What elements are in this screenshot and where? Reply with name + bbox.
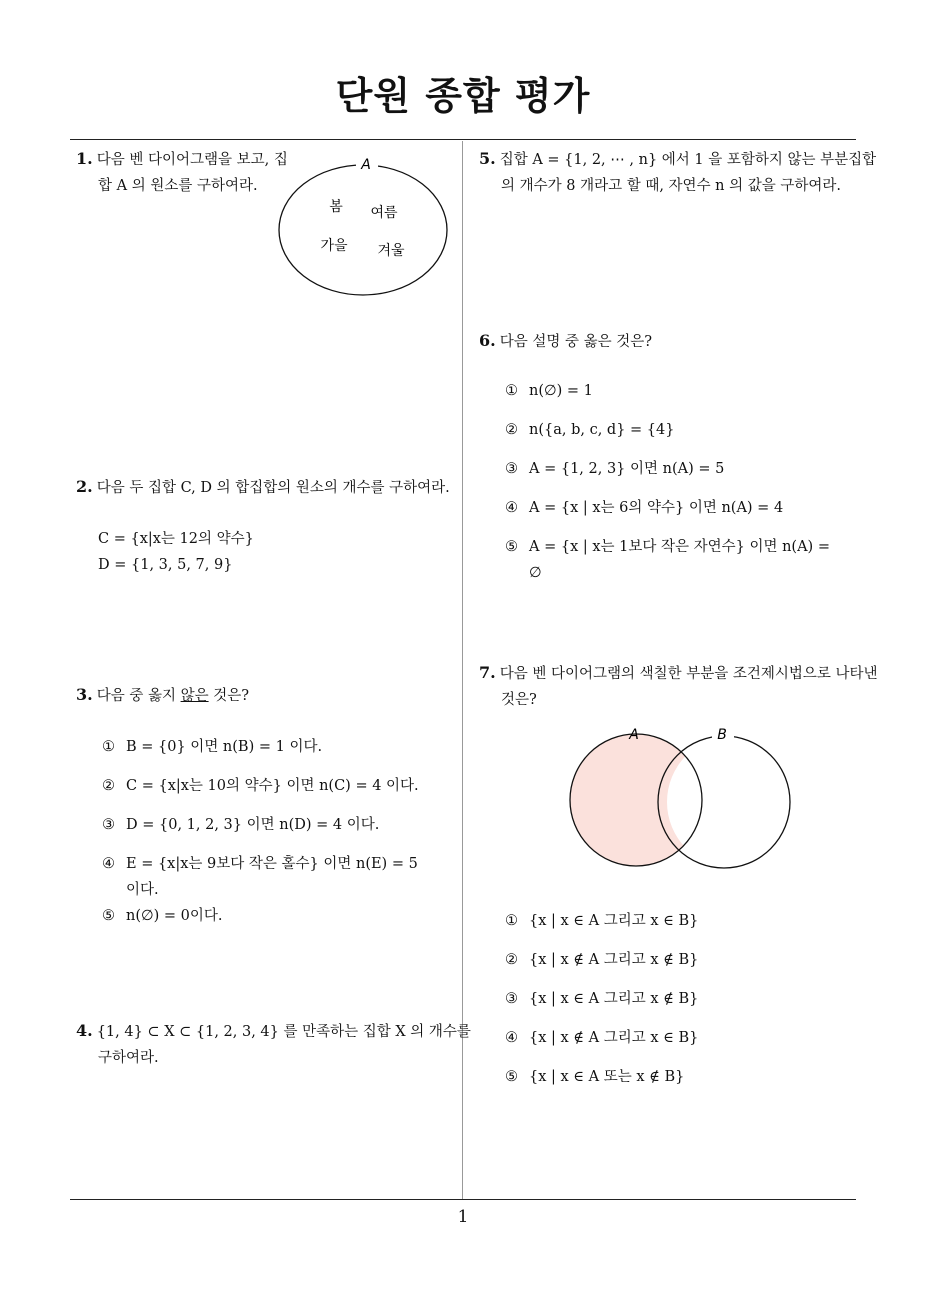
option-text: A = {x | x는 1보다 작은 자연수} 이면 n(A) = xyxy=(529,539,830,555)
question-6 xyxy=(479,328,861,355)
option-mark: ① xyxy=(102,739,115,755)
option-1[interactable] xyxy=(102,734,447,773)
text-segment: 것은? xyxy=(208,688,249,704)
question-text: {1, 4} ⊂ X ⊂ {1, 2, 3, 4} 를 만족하는 집합 X 의 개수를 구하여라. xyxy=(96,1024,471,1066)
set-c-definition: C = {x|x는 12의 약수} xyxy=(98,531,254,547)
option-text-continued: 이다. xyxy=(126,882,159,898)
option-mark: ③ xyxy=(505,461,518,477)
option-2[interactable] xyxy=(505,947,860,986)
option-text: n(∅) = 0이다. xyxy=(126,908,223,924)
set-a-ellipse xyxy=(279,165,447,295)
element-label: 가을 xyxy=(320,238,348,254)
option-mark: ⑤ xyxy=(505,539,518,555)
header-rule xyxy=(70,139,856,140)
option-text-continued: ∅ xyxy=(529,565,542,581)
question-number: 2. xyxy=(76,477,93,496)
q2-set-definitions xyxy=(98,526,438,578)
option-text: n(∅) = 1 xyxy=(529,383,593,399)
option-mark: ③ xyxy=(505,991,518,1007)
q7-venn-diagram xyxy=(560,720,800,875)
option-text: E = {x|x는 9보다 작은 홀수} 이면 n(E) = 5 xyxy=(126,856,418,872)
element-label: 겨울 xyxy=(377,243,405,259)
question-number: 5. xyxy=(479,149,496,168)
q7-options xyxy=(505,908,860,1103)
option-mark: ① xyxy=(505,383,518,399)
option-mark: ① xyxy=(505,913,518,929)
option-text: D = {0, 1, 2, 3} 이면 n(D) = 4 이다. xyxy=(126,817,380,833)
q1-venn-diagram xyxy=(270,150,460,300)
option-text: C = {x|x는 10의 약수} 이면 n(C) = 4 이다. xyxy=(126,778,419,794)
option-mark: ② xyxy=(505,422,518,438)
question-2 xyxy=(76,474,480,501)
question-5 xyxy=(479,146,883,199)
option-mark: ⑤ xyxy=(102,908,115,924)
option-3[interactable] xyxy=(505,986,860,1025)
option-text: {x | x ∈ A 그리고 x ∉ B} xyxy=(529,991,699,1007)
question-text: 다음 벤 다이어그램을 보고, 집합 A 의 원소를 구하여라. xyxy=(96,152,288,194)
option-1[interactable] xyxy=(505,908,860,947)
question-text: 다음 설명 중 옳은 것은? xyxy=(499,334,652,350)
q3-options xyxy=(102,734,447,942)
question-7 xyxy=(479,660,883,713)
underlined-word: 않은 xyxy=(180,688,209,704)
question-4 xyxy=(76,1018,480,1071)
question-text xyxy=(97,688,249,704)
option-text: A = {x | x는 6의 약수} 이면 n(A) = 4 xyxy=(529,500,784,516)
element-label: 봄 xyxy=(329,199,343,215)
q6-options xyxy=(505,378,860,586)
option-4[interactable] xyxy=(102,851,447,903)
option-text: A = {1, 2, 3} 이면 n(A) = 5 xyxy=(529,461,725,477)
page-title: 단원 종합 평가 xyxy=(335,74,591,118)
option-text: B = {0} 이면 n(B) = 1 이다. xyxy=(126,739,323,755)
question-number: 4. xyxy=(76,1021,93,1040)
option-mark: ④ xyxy=(505,1030,518,1046)
option-5[interactable] xyxy=(505,534,860,586)
question-text: 집합 A = {1, 2, ⋯ , n} 에서 1 을 포함하지 않는 부분집합의 개수가 8 개라고 할 때, 자연수 n 의 값을 구하여라. xyxy=(499,152,877,194)
set-d-definition: D = {1, 3, 5, 7, 9} xyxy=(98,557,233,573)
set-a-label: A xyxy=(629,727,639,743)
set-a-label: A xyxy=(361,157,371,173)
page-number: 1 xyxy=(457,1207,469,1227)
option-mark: ④ xyxy=(102,856,115,872)
option-5[interactable] xyxy=(505,1064,860,1103)
option-5[interactable] xyxy=(102,903,447,942)
option-3[interactable] xyxy=(505,456,860,495)
question-number: 7. xyxy=(479,663,496,682)
option-text: {x | x ∈ A 또는 x ∉ B} xyxy=(529,1069,685,1085)
question-number: 1. xyxy=(76,149,93,168)
option-text: {x | x ∈ A 그리고 x ∈ B} xyxy=(529,913,699,929)
question-number: 3. xyxy=(76,685,93,704)
option-mark: ⑤ xyxy=(505,1069,518,1085)
option-1[interactable] xyxy=(505,378,860,417)
question-number: 6. xyxy=(479,331,496,350)
option-4[interactable] xyxy=(505,1025,860,1064)
option-mark: ② xyxy=(505,952,518,968)
option-4[interactable] xyxy=(505,495,860,534)
footer-rule xyxy=(70,1199,856,1200)
option-mark: ③ xyxy=(102,817,115,833)
question-text: 다음 벤 다이어그램의 색칠한 부분을 조건제시법으로 나타낸 것은? xyxy=(499,666,878,708)
set-b-label: B xyxy=(717,727,727,743)
option-text: {x | x ∉ A 그리고 x ∈ B} xyxy=(529,1030,699,1046)
option-mark: ② xyxy=(102,778,115,794)
option-2[interactable] xyxy=(102,773,447,812)
element-label: 여름 xyxy=(370,205,398,221)
option-3[interactable] xyxy=(102,812,447,851)
question-3 xyxy=(76,682,458,709)
option-2[interactable] xyxy=(505,417,860,456)
question-1 xyxy=(76,146,288,199)
option-text: n({a, b, c, d} = {4} xyxy=(529,422,675,438)
question-text: 다음 두 집합 C, D 의 합집합의 원소의 개수를 구하여라. xyxy=(96,480,450,496)
shaded-region xyxy=(570,734,702,866)
option-mark: ④ xyxy=(505,500,518,516)
text-segment: 다음 중 옳지 xyxy=(96,688,181,704)
option-text: {x | x ∉ A 그리고 x ∉ B} xyxy=(529,952,699,968)
